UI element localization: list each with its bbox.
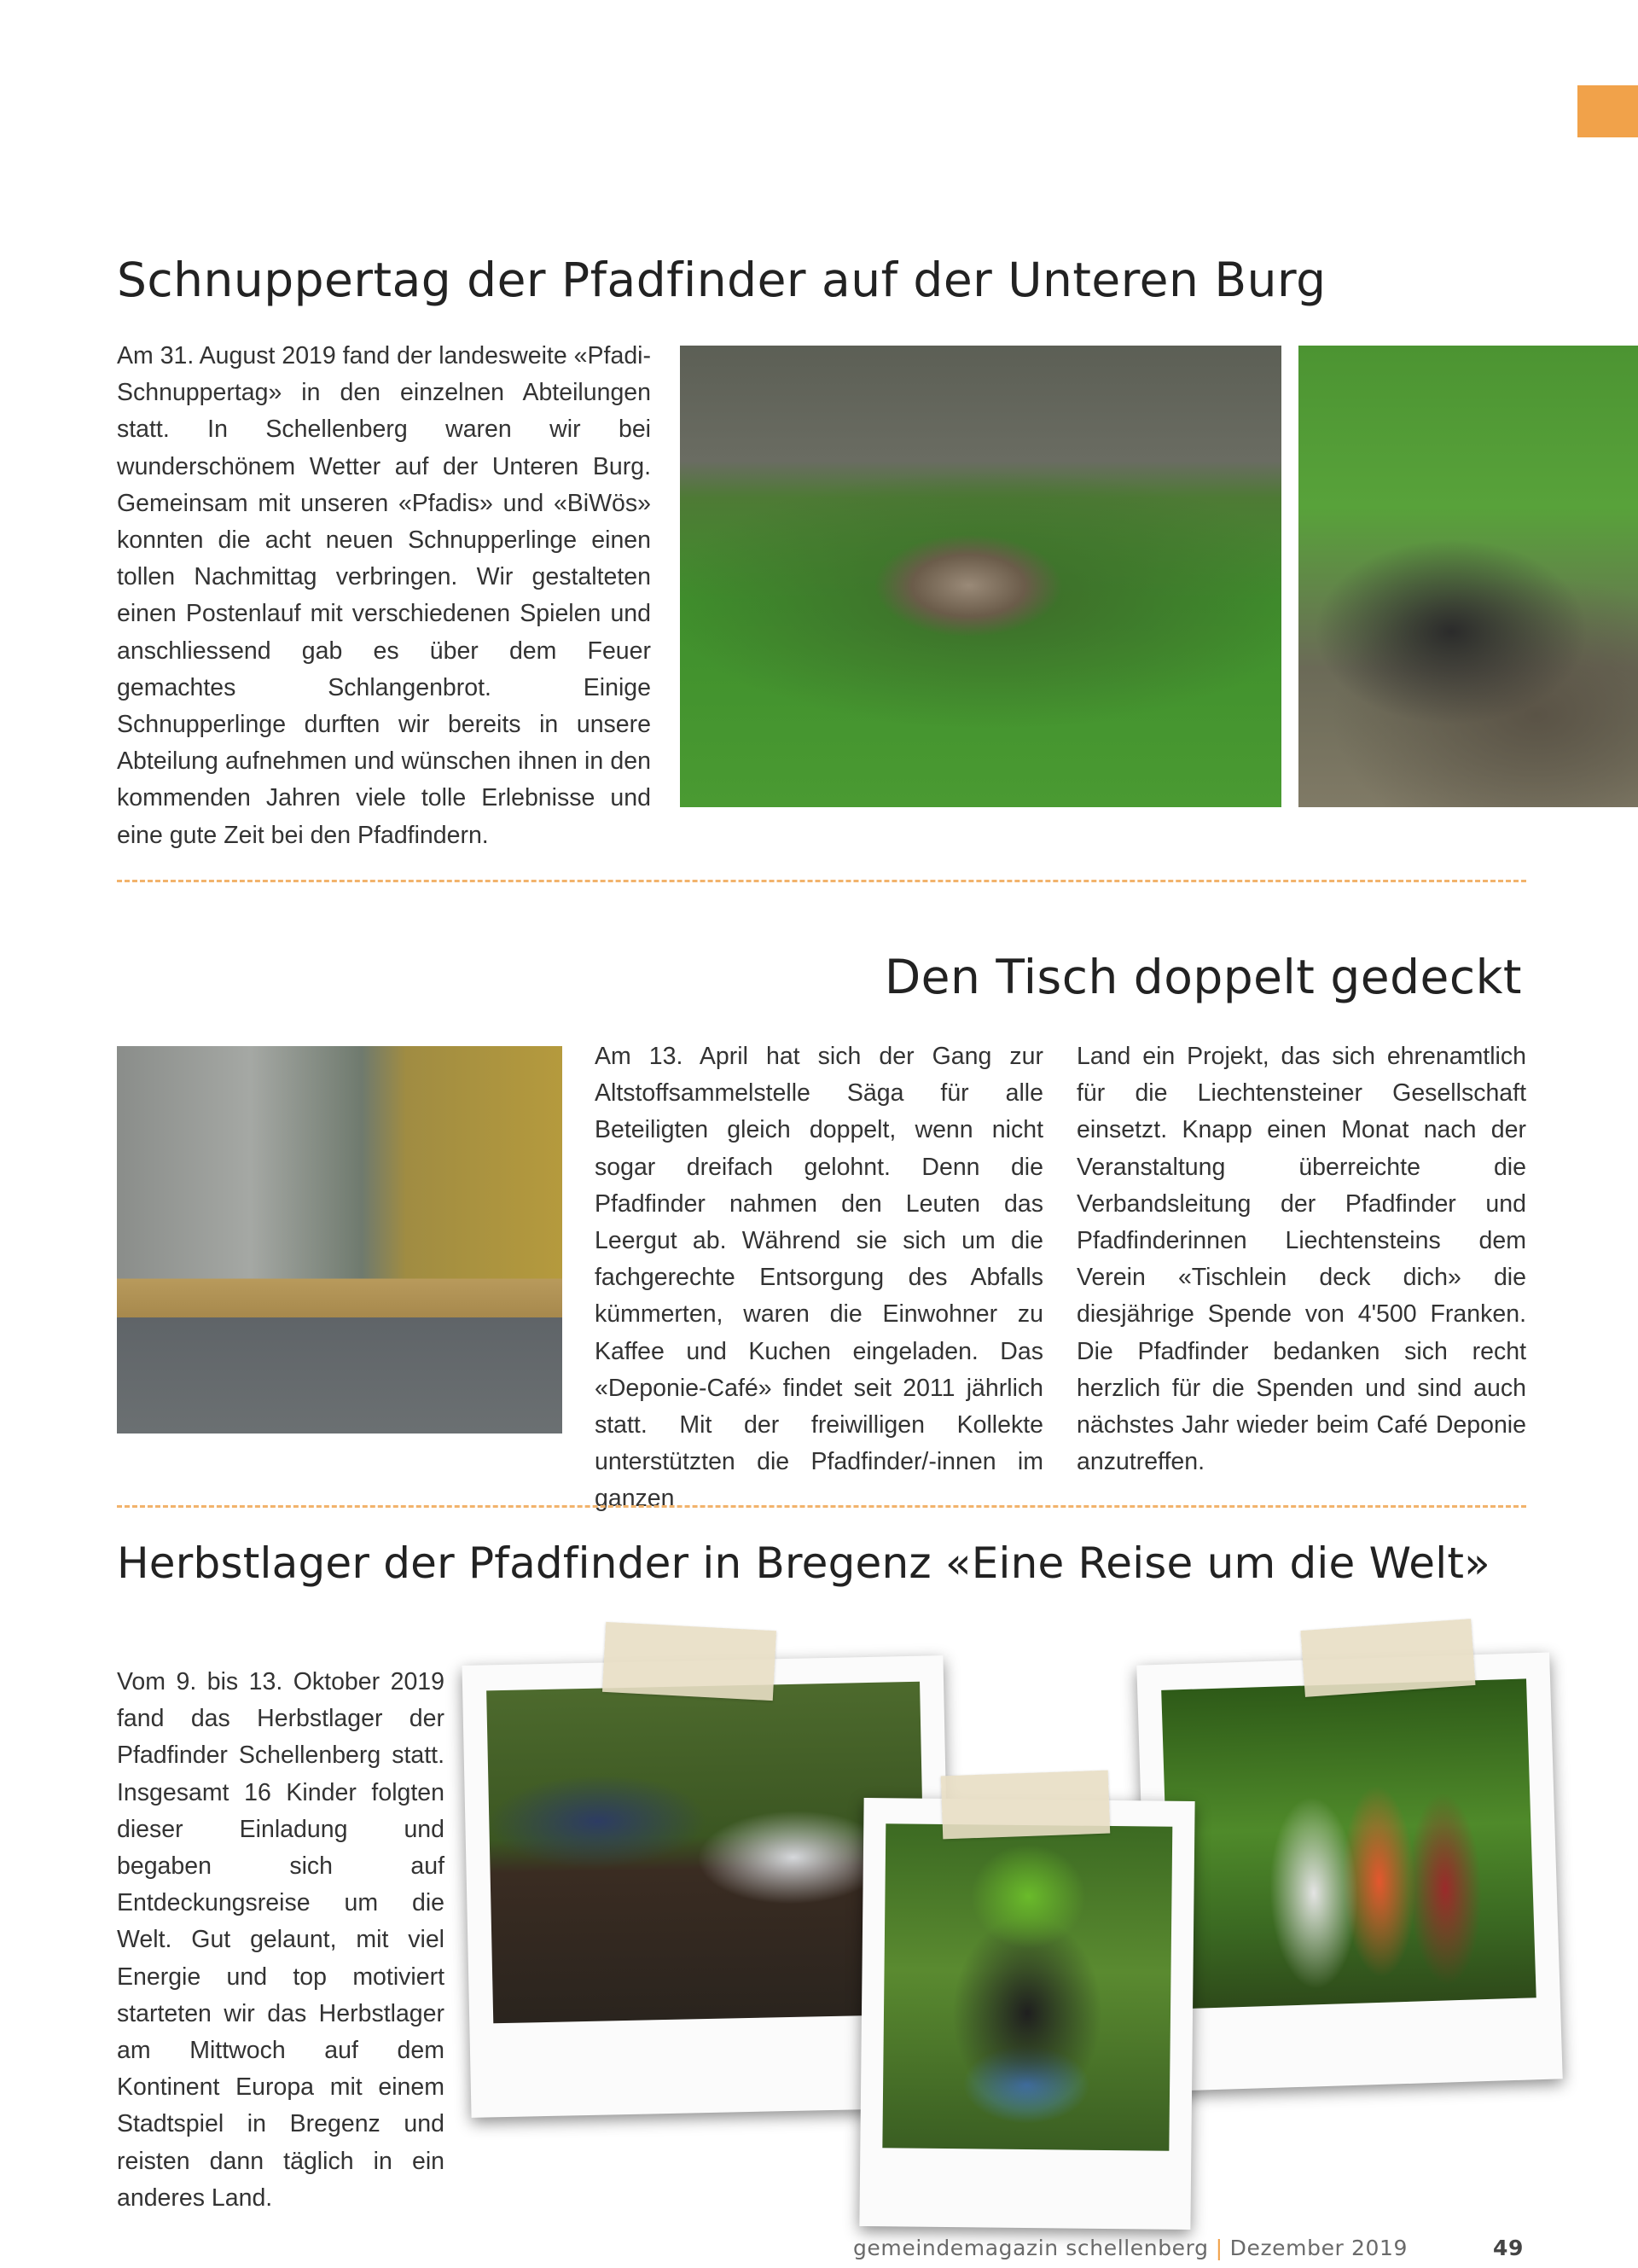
section-divider-2 xyxy=(117,1505,1526,1508)
page-number: 49 xyxy=(1493,2236,1524,2260)
article-body-tisch-col2: Land ein Projekt, das sich ehrenamtlich für die Liechtensteiner Gesellschaft einsetzt. Knapp einen Monat nach der Veranstaltung überreichte die Verbandsleitung der Pfadfinder und Pfadfinderinnen Liechtensteins dem Verein «Tischlein deck dich» die diesjährige Spende von 4'500 Franken. Die Pfadfinder bedanken sich recht herzlich für die Spenden und sind auch nächstes Jahr wieder beim Café Deponie anzutreffen. xyxy=(1077,1043,1526,1476)
article-title-herbstlager: Herbstlager der Pfadfinder in Bregenz «Eine Reise um die Welt» xyxy=(117,1538,1490,1588)
tape-strip xyxy=(602,1622,776,1701)
article-body-herbstlager: Vom 9. bis 13. Oktober 2019 fand das Herbstlager der Pfadfinder Schellenberg statt. Insgesamt 16 Kinder folgten dieser Einladung und begaben sich auf Entdeckungsreise um die Welt. Gut gelaunt, mit viel Energie und top motiviert starteten wir das Herbstlager am Mittwoch auf dem Kontinent Europa mit einem Stadtspiel in Bregenz und reisten dann täglich in ein anderes Land. xyxy=(117,1668,444,2212)
article-title-schnuppertag: Schnuppertag der Pfadfinder auf der Unteren Burg xyxy=(117,253,1327,307)
footer-separator: | xyxy=(1215,2236,1223,2260)
photo-kids-crafting xyxy=(1298,346,1638,807)
polaroid-photo-climbing xyxy=(859,1798,1194,2230)
article-body-tisch-col1: Am 13. April hat sich der Gang zur Altstoffsammelstelle Säga für alle Beteiligten gleich doppelt, wenn nicht sogar dreifach gelohnt. Denn die Pfadfinder nahmen den Leuten das Leergut ab. Während sie sich um die fachgerechte Entsorgung des Abfalls kümmerten, waren die Einwohner zu Kaffee und Kuchen eingeladen. Das «Deponie-Café» findet seit 2011 jährlich statt. Mit der freiwilligen Kollekte unterstützten die Pfadfinder/-innen im ganzen xyxy=(595,1043,1043,1513)
section-divider-1 xyxy=(117,880,1526,882)
photo-deponie-cafe xyxy=(117,1046,562,1433)
tape-strip xyxy=(1301,1619,1476,1697)
article-title-tisch: Den Tisch doppelt gedeckt xyxy=(884,950,1522,1004)
photo-campfire-group xyxy=(680,346,1281,807)
polaroid-photo-group-forest xyxy=(1136,1653,1562,2092)
article-body-schnuppertag: Am 31. August 2019 fand der landesweite «Pfadi-Schnuppertag» in den einzelnen Abteilungen statt. In Schellenberg waren wir bei wunderschönem Wetter auf der Unteren Burg. Gemeinsam mit unseren «Pfadis» und «BiWös» konnten die acht neuen Schnupperlinge einen tollen Nachmittag verbringen. Wir gestalteten einen Postenlauf mit verschiedenen Spielen und anschliessend gab es über dem Feuer gemachtes Schlangenbrot. Einige Schnupperlinge durften wir bereits in unsere Abteilung aufnehmen und wünschen ihnen in den kommenden Jahren viele tolle Erlebnisse und eine gute Zeit bei den Pfadfindern. xyxy=(117,342,651,849)
tape-strip xyxy=(941,1771,1110,1840)
page-footer xyxy=(853,2236,1524,2260)
footer-issue: Dezember 2019 xyxy=(1229,2236,1408,2260)
section-tab-marker xyxy=(1577,85,1638,137)
footer-magazine-name: gemeindemagazin schellenberg xyxy=(852,2236,1209,2260)
